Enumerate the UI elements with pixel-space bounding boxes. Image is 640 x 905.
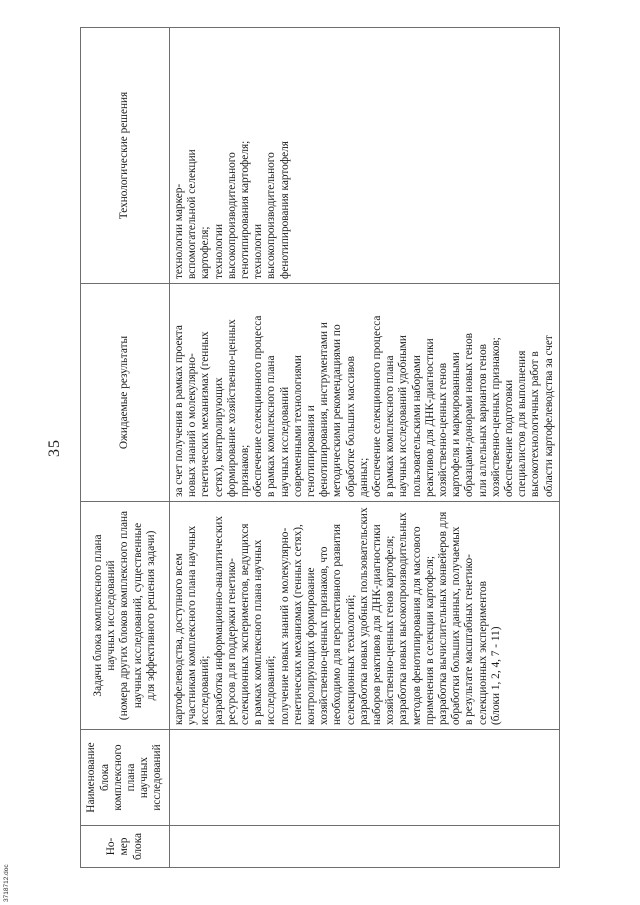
header-block-tasks: Задачи блока комплексного плана научных исследований (номера других блоков комплексного плана научных исследований, существенные для эффективного решения задачи) bbox=[81, 502, 170, 730]
rotated-landscape-content bbox=[40, 28, 600, 868]
footer-document-reference-text: 3718712.doc bbox=[3, 864, 10, 902]
research-plan-table bbox=[80, 27, 560, 868]
cell-block-number bbox=[170, 826, 560, 868]
header-block-name: Наименование блока комплексного плана научных исследований bbox=[81, 730, 170, 826]
cell-technological-solutions: технологии маркер- вспомогательной селекции картофеля; технологии высокопроизводительного генотипирования картофеля; технологии высокопроизводительного фенотипирования картофеля bbox=[170, 28, 560, 284]
header-technological-solutions: Технологические решения bbox=[81, 28, 170, 284]
table-row bbox=[170, 28, 560, 868]
table-header-row bbox=[81, 28, 170, 868]
header-block-number: Но- мер блока bbox=[81, 826, 170, 868]
footer-document-reference bbox=[3, 862, 15, 902]
page-number: 35 bbox=[46, 439, 63, 457]
cell-block-name bbox=[170, 730, 560, 826]
cell-block-tasks: картофелеводства, доступного всем участникам комплексного плана научных исследований; разработка информационно-аналитических ресурсов для поддержки генетико- селекционных экспериментов, ведущихся в рамках комплексного плана научных исследований; получение новых знаний о молекулярно- генетических механизмах (генных сетях), контролирующих формирование хозяйственно-ценных признаков, что необходимо для перспективного развития селекционных технологий; разработка новых удобных пользовательских наборов реактивов для ДНК-диагностики хозяйственно-ценных генов картофеля; разработка новых высокопроизводительных методов фенотипирования для массового применения в селекции картофеля; разработка вычислительных конвейеров для обработки больших данных, получаемых в результате масштабных генетико- селекционных экспериментов (блоки 1, 2, 4, 7 - 11) bbox=[170, 502, 560, 730]
header-expected-results: Ожидаемые результаты bbox=[81, 284, 170, 502]
cell-expected-results: за счет получения в рамках проекта новых знаний о молекулярно- генетических механизмах (генных сетях), контролирующих формирование хозяйственно-ценных признаков; обеспечение селекционного процесса в рамках комплексного плана научных исследований современными технологиями генотипирования и фенотипирования, инструментами и методическими рекомендациями по обработке больших массивов данных; обеспечение селекционного процесса в рамках комплексного плана научных исследований удобными пользовательскими наборами реактивов для ДНК-диагностики хозяйственно-ценных генов картофеля и маркированными образцами-донорами новых генов или аллельных вариантов генов хозяйственно-ценных признаков; обеспечение подготовки специалистов для выполнения высокотехнологичных работ в области картофелеводства за счет bbox=[170, 284, 560, 502]
